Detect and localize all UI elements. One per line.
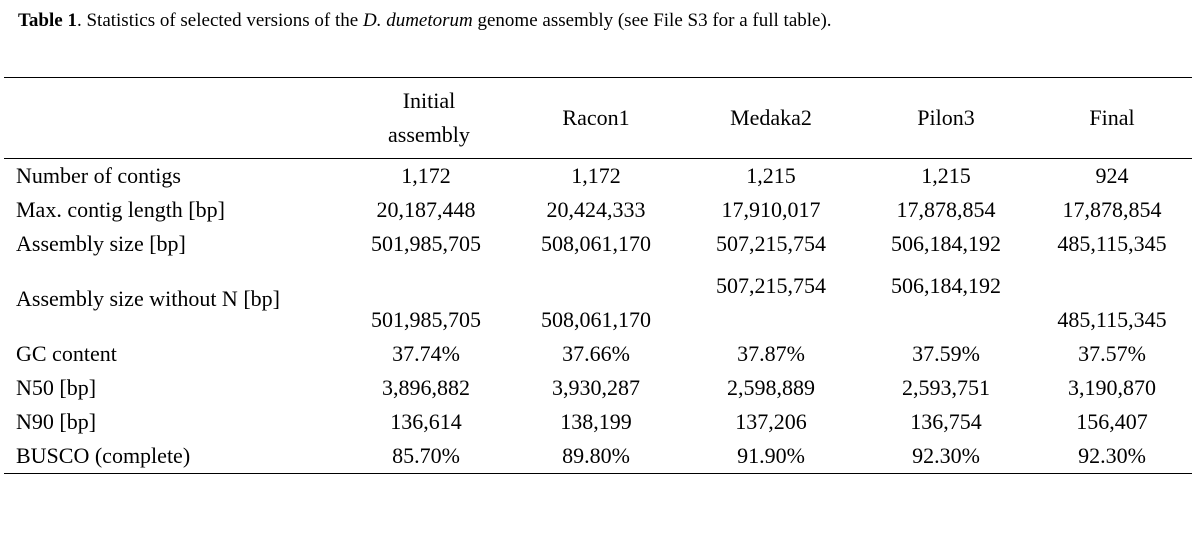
column-header: Initial assembly (342, 78, 510, 159)
table-cell: 1,215 (746, 163, 796, 188)
table-cell: 507,215,754 (716, 273, 826, 298)
column-header: Pilon3 (860, 78, 1032, 159)
caption-text-before: . Statistics of selected versions of the (76, 10, 363, 31)
row-label: Number of contigs (16, 163, 181, 188)
table-cell: 506,184,192 (891, 273, 1001, 298)
table-row (4, 337, 1192, 371)
table-row (4, 261, 1192, 337)
table-cell: 501,985,705 (371, 307, 481, 332)
table-cell: 3,190,870 (1068, 375, 1156, 400)
table-cell: 136,614 (390, 409, 462, 434)
table-cell: 1,172 (571, 163, 621, 188)
table-cell: 92.30% (1032, 439, 1192, 474)
table-cell: 37.66% (562, 341, 630, 366)
table-row (4, 159, 1192, 194)
table-cell: 17,878,854 (1062, 197, 1162, 222)
table-cell: 3,896,882 (382, 375, 470, 400)
row-label: N50 [bp] (16, 375, 97, 400)
row-label: GC content (16, 341, 117, 366)
table-row (4, 439, 1192, 474)
table-cell: 924 (1095, 163, 1129, 188)
table-cell: 507,215,754 (716, 231, 826, 256)
table-cell: 89.80% (510, 439, 682, 474)
column-header: Racon1 (510, 78, 682, 159)
statistics-table-container (4, 77, 1192, 474)
table-cell: 485,115,345 (1057, 231, 1167, 256)
table-cell: 156,407 (1076, 409, 1148, 434)
assembly-statistics-table (4, 77, 1192, 474)
caption-species: D. dumetorum (362, 10, 473, 31)
caption-text-after: genome assembly (see File S3 for a full table). (472, 10, 832, 31)
table-cell: 1,172 (401, 163, 451, 188)
table-cell: 2,593,751 (902, 375, 990, 400)
table-cell: 3,930,287 (552, 375, 640, 400)
table-cell: 508,061,170 (541, 231, 651, 256)
table-row (4, 405, 1192, 439)
table-cell: 2,598,889 (727, 375, 815, 400)
table-cell: 37.74% (392, 341, 460, 366)
table-cell: 91.90% (682, 439, 860, 474)
table-cell: 138,199 (560, 409, 632, 434)
table-row (4, 193, 1192, 227)
table-cell: 485,115,345 (1057, 307, 1167, 332)
table-cell: 37.57% (1078, 341, 1146, 366)
table-cell: 17,910,017 (721, 197, 821, 222)
table-cell: 20,187,448 (376, 197, 476, 222)
table-cell: 85.70% (342, 439, 510, 474)
table-cell: 506,184,192 (891, 231, 1001, 256)
column-header: Final (1032, 78, 1192, 159)
table-caption (18, 10, 832, 32)
table-cell: 137,206 (735, 409, 807, 434)
table-cell: 37.87% (737, 341, 805, 366)
row-label: BUSCO (complete) (4, 439, 342, 474)
row-label: Max. contig length [bp] (16, 197, 225, 222)
row-label: Assembly size [bp] (16, 231, 186, 256)
table-cell: 136,754 (910, 409, 982, 434)
column-header: Medaka2 (682, 78, 860, 159)
row-label: N90 [bp] (16, 409, 97, 434)
table-header-row (4, 78, 1192, 159)
table-cell: 37.59% (912, 341, 980, 366)
table-cell: 17,878,854 (896, 197, 996, 222)
table-cell: 508,061,170 (541, 307, 651, 332)
table-cell: 20,424,333 (546, 197, 646, 222)
table-cell: 501,985,705 (371, 231, 481, 256)
table-cell: 92.30% (860, 439, 1032, 474)
row-label: Assembly size without N [bp] (16, 286, 280, 311)
header-empty-cell (4, 78, 342, 159)
caption-label: Table 1 (18, 10, 77, 31)
table-cell: 1,215 (921, 163, 971, 188)
table-row (4, 371, 1192, 405)
table-row (4, 227, 1192, 261)
